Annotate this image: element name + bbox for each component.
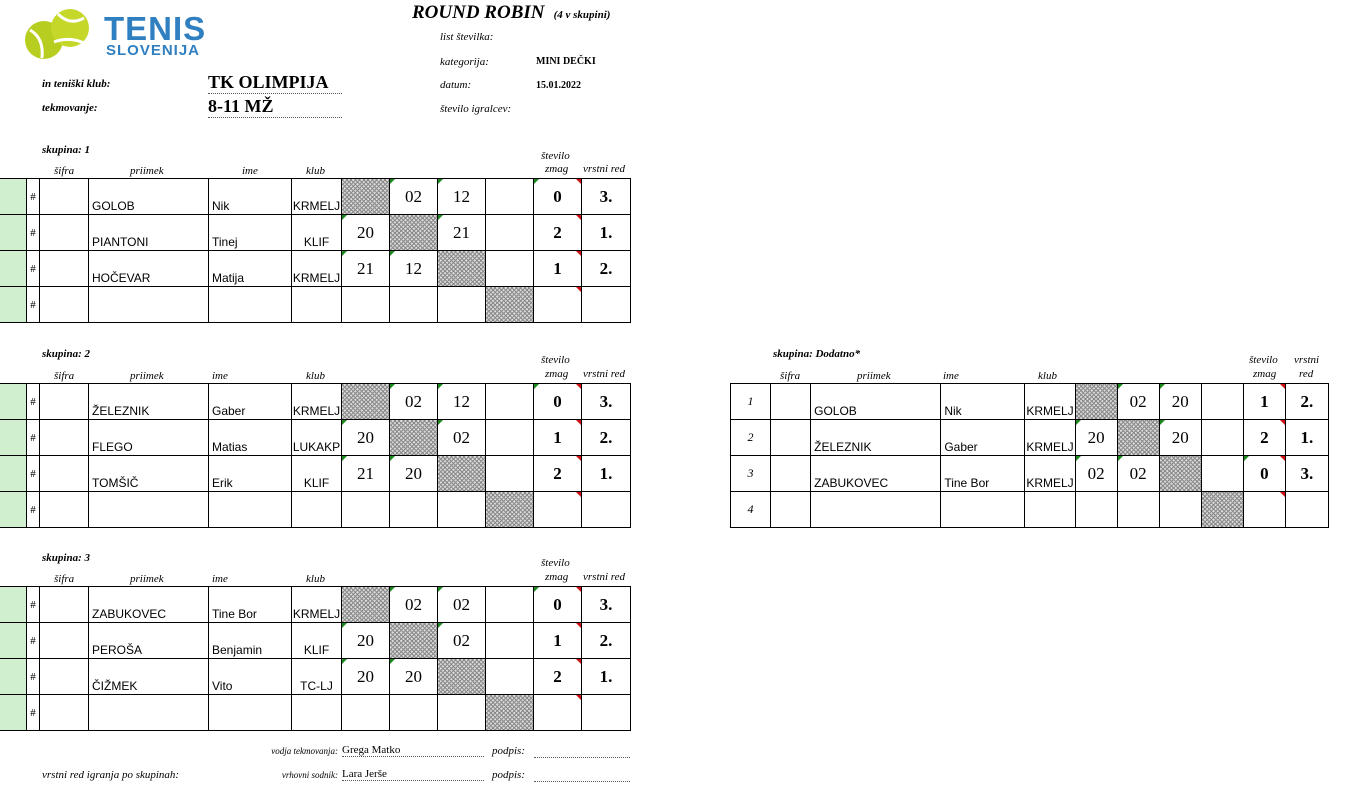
ime-cell[interactable]: Nik xyxy=(209,179,292,215)
col-header-priimek: priimek xyxy=(857,370,891,382)
score-cell[interactable]: 02 xyxy=(390,587,438,623)
vrstni-red-cell[interactable]: 1. xyxy=(1285,420,1328,456)
podpis-label: podpis: xyxy=(492,769,525,781)
zmag-cell[interactable]: 0 xyxy=(1243,456,1285,492)
logo-text-tenis: TENIS xyxy=(104,10,207,47)
score-cell-blocked xyxy=(438,659,486,695)
klub-cell[interactable]: LUKAKP xyxy=(292,420,342,456)
col-header-red: red xyxy=(1299,368,1314,380)
klub-cell[interactable] xyxy=(292,695,342,731)
score-cell[interactable]: 21 xyxy=(438,215,486,251)
row-number: 3 xyxy=(731,456,771,492)
vrstni-red-cell[interactable]: 2. xyxy=(582,623,631,659)
group-label: skupina: 1 xyxy=(42,144,90,156)
col-header-klub: klub xyxy=(1038,370,1057,382)
col-header-klub: klub xyxy=(306,165,325,177)
priimek-cell[interactable]: GOLOB xyxy=(89,179,209,215)
score-cell[interactable]: 21 xyxy=(342,251,390,287)
score-cell[interactable]: 21 xyxy=(342,456,390,492)
vodja-label: vodja tekmovanja: xyxy=(271,746,338,756)
score-cell[interactable] xyxy=(1075,492,1117,528)
klub-cell[interactable] xyxy=(292,287,342,323)
ime-cell[interactable]: Gaber xyxy=(209,384,292,420)
row-number: # xyxy=(27,623,40,659)
ime-cell[interactable] xyxy=(941,492,1025,528)
priimek-cell[interactable] xyxy=(89,695,209,731)
klub-cell[interactable]: KRMELJ xyxy=(292,179,342,215)
vrstni-red-cell[interactable] xyxy=(1285,492,1328,528)
col-header-stevilo: število xyxy=(1249,354,1278,366)
sifra-cell[interactable] xyxy=(40,695,89,731)
score-cell[interactable]: 02 xyxy=(438,623,486,659)
score-cell[interactable]: 02 xyxy=(438,587,486,623)
score-cell[interactable]: 02 xyxy=(438,420,486,456)
sifra-cell[interactable] xyxy=(40,659,89,695)
score-cell[interactable]: 20 xyxy=(390,659,438,695)
score-cell[interactable]: 12 xyxy=(438,179,486,215)
ime-cell[interactable] xyxy=(209,492,292,528)
table-row xyxy=(0,456,631,492)
row-marker xyxy=(0,587,27,623)
vrstni-red-igranja-label: vrstni red igranja po skupinah: xyxy=(42,769,180,781)
col-header-sifra: šifra xyxy=(54,573,75,585)
priimek-cell[interactable] xyxy=(811,492,941,528)
score-cell-blocked xyxy=(486,695,534,731)
row-marker xyxy=(0,695,27,731)
col-header-priimek: priimek xyxy=(130,573,164,585)
col-header-vrstni-red: vrstni red xyxy=(583,163,626,175)
page-title xyxy=(412,2,610,24)
row-number: # xyxy=(27,179,40,215)
col-header-ime: ime xyxy=(212,370,228,382)
score-cell[interactable] xyxy=(486,215,534,251)
kategorija-label: kategorija: xyxy=(440,56,489,68)
score-cell[interactable]: 02 xyxy=(1117,384,1159,420)
datum-label: datum: xyxy=(440,79,472,91)
vrstni-red-cell[interactable] xyxy=(582,287,631,323)
row-number: # xyxy=(27,659,40,695)
score-cell[interactable] xyxy=(342,492,390,528)
klub-cell[interactable]: KLIF xyxy=(292,456,342,492)
vrstni-red-cell[interactable]: 3. xyxy=(1285,456,1328,492)
score-cell[interactable] xyxy=(486,659,534,695)
klub-cell[interactable] xyxy=(1025,492,1075,528)
vodja-value[interactable]: Grega Matko xyxy=(342,744,484,757)
row-number: 2 xyxy=(731,420,771,456)
group-table xyxy=(730,383,1329,528)
score-cell-blocked xyxy=(342,384,390,420)
table-row xyxy=(0,623,631,659)
tennis-balls-icon xyxy=(22,8,94,60)
ime-cell[interactable]: Erik xyxy=(209,456,292,492)
klub-cell[interactable]: KRMELJ xyxy=(292,384,342,420)
col-header-ime: ime xyxy=(943,370,959,382)
row-number: 1 xyxy=(731,384,771,420)
priimek-cell[interactable]: ZABUKOVEC xyxy=(811,456,941,492)
ime-cell[interactable] xyxy=(209,287,292,323)
col-header-klub: klub xyxy=(306,573,325,585)
datum-value: 15.01.2022 xyxy=(536,80,581,91)
score-cell[interactable]: 12 xyxy=(438,384,486,420)
priimek-cell[interactable]: PEROŠA xyxy=(89,623,209,659)
sifra-cell[interactable] xyxy=(40,623,89,659)
score-cell-blocked xyxy=(342,587,390,623)
sodnik-value[interactable]: Lara Jerše xyxy=(342,768,484,781)
table-row xyxy=(0,179,631,215)
col-header-sifra: šifra xyxy=(54,370,75,382)
col-header-ime: ime xyxy=(212,573,228,585)
subtitle-text: (4 v skupini) xyxy=(553,9,611,21)
priimek-cell[interactable]: ŽELEZNIK xyxy=(89,384,209,420)
priimek-cell[interactable]: ŽELEZNIK xyxy=(811,420,941,456)
title-text: ROUND ROBIN xyxy=(412,2,545,23)
group-table xyxy=(0,586,631,731)
zmag-cell[interactable]: 0 xyxy=(534,179,582,215)
group-table xyxy=(0,383,631,528)
zmag-cell[interactable] xyxy=(534,287,582,323)
col-header-zmag: zmag xyxy=(545,163,569,175)
sodnik-label: vrhovni sodnik: xyxy=(281,770,338,780)
table-row xyxy=(731,420,1329,456)
table-row xyxy=(731,492,1329,528)
zmag-cell[interactable]: 0 xyxy=(534,587,582,623)
score-cell-blocked xyxy=(1117,420,1159,456)
sifra-cell[interactable] xyxy=(40,492,89,528)
score-cell[interactable]: 02 xyxy=(390,179,438,215)
col-header-vrstni: vrstni xyxy=(1294,354,1320,366)
tenis-slovenija-logo xyxy=(22,8,207,60)
score-cell-blocked xyxy=(438,251,486,287)
col-header-zmag: zmag xyxy=(1253,368,1277,380)
sifra-cell[interactable] xyxy=(40,456,89,492)
row-marker xyxy=(0,659,27,695)
podpis-field[interactable] xyxy=(534,768,630,782)
row-marker xyxy=(0,251,27,287)
col-header-priimek: priimek xyxy=(130,370,164,382)
kategorija-value: MINI DEČKI xyxy=(536,56,596,67)
priimek-cell[interactable]: ČIŽMEK xyxy=(89,659,209,695)
score-cell[interactable] xyxy=(486,623,534,659)
row-number: # xyxy=(27,587,40,623)
zmag-cell[interactable]: 1 xyxy=(534,623,582,659)
row-marker xyxy=(0,623,27,659)
row-marker xyxy=(0,287,27,323)
zmag-cell[interactable]: 2 xyxy=(1243,420,1285,456)
klub-cell[interactable]: KRMELJ xyxy=(292,251,342,287)
klub-cell[interactable] xyxy=(292,492,342,528)
col-header-zmag: zmag xyxy=(545,571,569,583)
row-number: # xyxy=(27,287,40,323)
score-cell-blocked xyxy=(486,492,534,528)
row-number: # xyxy=(27,420,40,456)
group-table xyxy=(0,178,631,323)
col-header-stevilo: število xyxy=(541,354,570,366)
col-header-sifra: šifra xyxy=(54,165,75,177)
vrstni-red-cell[interactable]: 2. xyxy=(582,420,631,456)
row-number: # xyxy=(27,384,40,420)
score-cell[interactable]: 20 xyxy=(342,623,390,659)
klub-label: in teniški klub: xyxy=(42,78,111,90)
klub-cell[interactable]: KLIF xyxy=(292,623,342,659)
score-cell[interactable] xyxy=(438,492,486,528)
row-number: # xyxy=(27,251,40,287)
score-cell[interactable] xyxy=(1201,420,1243,456)
vrstni-red-cell[interactable] xyxy=(582,695,631,731)
zmag-cell[interactable] xyxy=(534,492,582,528)
col-header-vrstni-red: vrstni red xyxy=(583,368,626,380)
ime-cell[interactable] xyxy=(209,695,292,731)
ime-cell[interactable]: Tine Bor xyxy=(209,587,292,623)
zmag-cell[interactable] xyxy=(534,695,582,731)
klub-cell[interactable]: KRMELJ xyxy=(292,587,342,623)
score-cell[interactable] xyxy=(390,287,438,323)
klub-cell[interactable]: KRMELJ xyxy=(1025,420,1075,456)
col-header-stevilo: število xyxy=(541,557,570,569)
vrstni-red-cell[interactable]: 3. xyxy=(582,587,631,623)
sifra-cell[interactable] xyxy=(771,384,811,420)
priimek-cell[interactable]: FLEGO xyxy=(89,420,209,456)
score-cell-blocked xyxy=(390,623,438,659)
score-cell[interactable]: 20 xyxy=(1159,384,1201,420)
score-cell[interactable]: 02 xyxy=(390,384,438,420)
col-header-stevilo: število xyxy=(541,150,570,162)
row-marker xyxy=(0,492,27,528)
ime-cell[interactable]: Tinej xyxy=(209,215,292,251)
ime-cell[interactable]: Tine Bor xyxy=(941,456,1025,492)
vrstni-red-cell[interactable]: 1. xyxy=(582,659,631,695)
zmag-cell[interactable]: 2 xyxy=(534,215,582,251)
score-cell-blocked xyxy=(486,287,534,323)
vrstni-red-cell[interactable]: 1. xyxy=(582,215,631,251)
vrstni-red-cell[interactable]: 1. xyxy=(582,456,631,492)
col-header-vrstni-red: vrstni red xyxy=(583,571,626,583)
col-header-sifra: šifra xyxy=(780,370,801,382)
table-row xyxy=(0,492,631,528)
vrstni-red-cell[interactable]: 2. xyxy=(1285,384,1328,420)
podpis-field[interactable] xyxy=(534,744,630,758)
sifra-cell[interactable] xyxy=(40,384,89,420)
row-marker xyxy=(0,456,27,492)
table-row xyxy=(0,287,631,323)
zmag-cell[interactable]: 0 xyxy=(534,384,582,420)
priimek-cell[interactable]: ZABUKOVEC xyxy=(89,587,209,623)
sifra-cell[interactable] xyxy=(40,179,89,215)
tekmovanje-value: 8-11 MŽ xyxy=(208,96,342,118)
score-cell[interactable] xyxy=(438,287,486,323)
sifra-cell[interactable] xyxy=(771,492,811,528)
ime-cell[interactable]: Matija xyxy=(209,251,292,287)
ime-cell[interactable]: Gaber xyxy=(941,420,1025,456)
sifra-cell[interactable] xyxy=(40,251,89,287)
score-cell[interactable]: 20 xyxy=(390,456,438,492)
table-row xyxy=(731,384,1329,420)
priimek-cell[interactable] xyxy=(89,492,209,528)
row-number: # xyxy=(27,492,40,528)
score-cell-blocked xyxy=(1201,492,1243,528)
table-row xyxy=(731,456,1329,492)
row-number: # xyxy=(27,215,40,251)
score-cell[interactable] xyxy=(342,695,390,731)
stevilo-igralcev-label: število igralcev: xyxy=(440,103,512,115)
score-cell[interactable] xyxy=(1159,492,1201,528)
score-cell[interactable] xyxy=(486,384,534,420)
sifra-cell[interactable] xyxy=(771,420,811,456)
vrstni-red-cell[interactable]: 3. xyxy=(582,384,631,420)
tekmovanje-label: tekmovanje: xyxy=(42,102,98,114)
klub-cell[interactable]: KLIF xyxy=(292,215,342,251)
group-label: skupina: 2 xyxy=(42,348,90,360)
vrstni-red-cell[interactable] xyxy=(582,492,631,528)
sifra-cell[interactable] xyxy=(40,587,89,623)
vrstni-red-cell[interactable]: 3. xyxy=(582,179,631,215)
col-header-priimek: priimek xyxy=(130,165,164,177)
list-label: list številka: xyxy=(440,31,494,43)
row-marker xyxy=(0,384,27,420)
ime-cell[interactable]: Nik xyxy=(941,384,1025,420)
row-number: # xyxy=(27,456,40,492)
col-header-ime: ime xyxy=(242,165,258,177)
klub-cell[interactable]: KRMELJ xyxy=(1025,456,1075,492)
score-cell[interactable]: 12 xyxy=(390,251,438,287)
row-marker xyxy=(0,215,27,251)
score-cell[interactable]: 02 xyxy=(1075,456,1117,492)
score-cell-blocked xyxy=(390,215,438,251)
priimek-cell[interactable]: GOLOB xyxy=(811,384,941,420)
ime-cell[interactable]: Benjamin xyxy=(209,623,292,659)
score-cell[interactable] xyxy=(1201,384,1243,420)
zmag-cell[interactable]: 1 xyxy=(534,420,582,456)
priimek-cell[interactable] xyxy=(89,287,209,323)
score-cell[interactable] xyxy=(390,695,438,731)
ime-cell[interactable]: Matias xyxy=(209,420,292,456)
col-header-zmag: zmag xyxy=(545,368,569,380)
row-marker xyxy=(0,179,27,215)
klub-value: TK OLIMPIJA xyxy=(208,72,342,94)
row-number: 4 xyxy=(731,492,771,528)
score-cell[interactable]: 20 xyxy=(1159,420,1201,456)
score-cell[interactable] xyxy=(486,251,534,287)
table-row xyxy=(0,420,631,456)
score-cell[interactable]: 20 xyxy=(1075,420,1117,456)
table-row xyxy=(0,587,631,623)
score-cell[interactable] xyxy=(486,420,534,456)
score-cell[interactable] xyxy=(486,587,534,623)
logo-text-slovenija: SLOVENIJA xyxy=(106,42,201,59)
score-cell[interactable]: 20 xyxy=(342,659,390,695)
score-cell-blocked xyxy=(342,179,390,215)
score-cell[interactable] xyxy=(390,492,438,528)
table-row xyxy=(0,659,631,695)
ime-cell[interactable]: Vito xyxy=(209,659,292,695)
priimek-cell[interactable]: HOČEVAR xyxy=(89,251,209,287)
score-cell[interactable] xyxy=(438,695,486,731)
score-cell[interactable] xyxy=(342,287,390,323)
table-row xyxy=(0,251,631,287)
score-cell[interactable]: 02 xyxy=(1117,456,1159,492)
score-cell-blocked xyxy=(1075,384,1117,420)
group-label: skupina: Dodatno* xyxy=(773,348,861,360)
score-cell-blocked xyxy=(1159,456,1201,492)
score-cell[interactable] xyxy=(1201,456,1243,492)
zmag-cell[interactable]: 1 xyxy=(534,251,582,287)
podpis-label: podpis: xyxy=(492,745,525,757)
zmag-cell[interactable]: 2 xyxy=(534,456,582,492)
score-cell[interactable]: 20 xyxy=(342,215,390,251)
score-cell[interactable] xyxy=(486,179,534,215)
col-header-klub: klub xyxy=(306,370,325,382)
group-label: skupina: 3 xyxy=(42,552,90,564)
zmag-cell[interactable]: 1 xyxy=(1243,384,1285,420)
row-marker xyxy=(0,420,27,456)
zmag-cell[interactable] xyxy=(1243,492,1285,528)
sifra-cell[interactable] xyxy=(40,215,89,251)
klub-cell[interactable]: TC-LJ xyxy=(292,659,342,695)
score-cell[interactable] xyxy=(1117,492,1159,528)
priimek-cell[interactable]: TOMŠIČ xyxy=(89,456,209,492)
score-cell[interactable]: 20 xyxy=(342,420,390,456)
table-row xyxy=(0,695,631,731)
score-cell-blocked xyxy=(390,420,438,456)
table-row xyxy=(0,384,631,420)
score-cell[interactable] xyxy=(486,456,534,492)
klub-cell[interactable]: KRMELJ xyxy=(1025,384,1075,420)
zmag-cell[interactable]: 2 xyxy=(534,659,582,695)
sifra-cell[interactable] xyxy=(40,420,89,456)
sifra-cell[interactable] xyxy=(771,456,811,492)
sifra-cell[interactable] xyxy=(40,287,89,323)
score-cell-blocked xyxy=(438,456,486,492)
vrstni-red-cell[interactable]: 2. xyxy=(582,251,631,287)
priimek-cell[interactable]: PIANTONI xyxy=(89,215,209,251)
table-row xyxy=(0,215,631,251)
row-number: # xyxy=(27,695,40,731)
